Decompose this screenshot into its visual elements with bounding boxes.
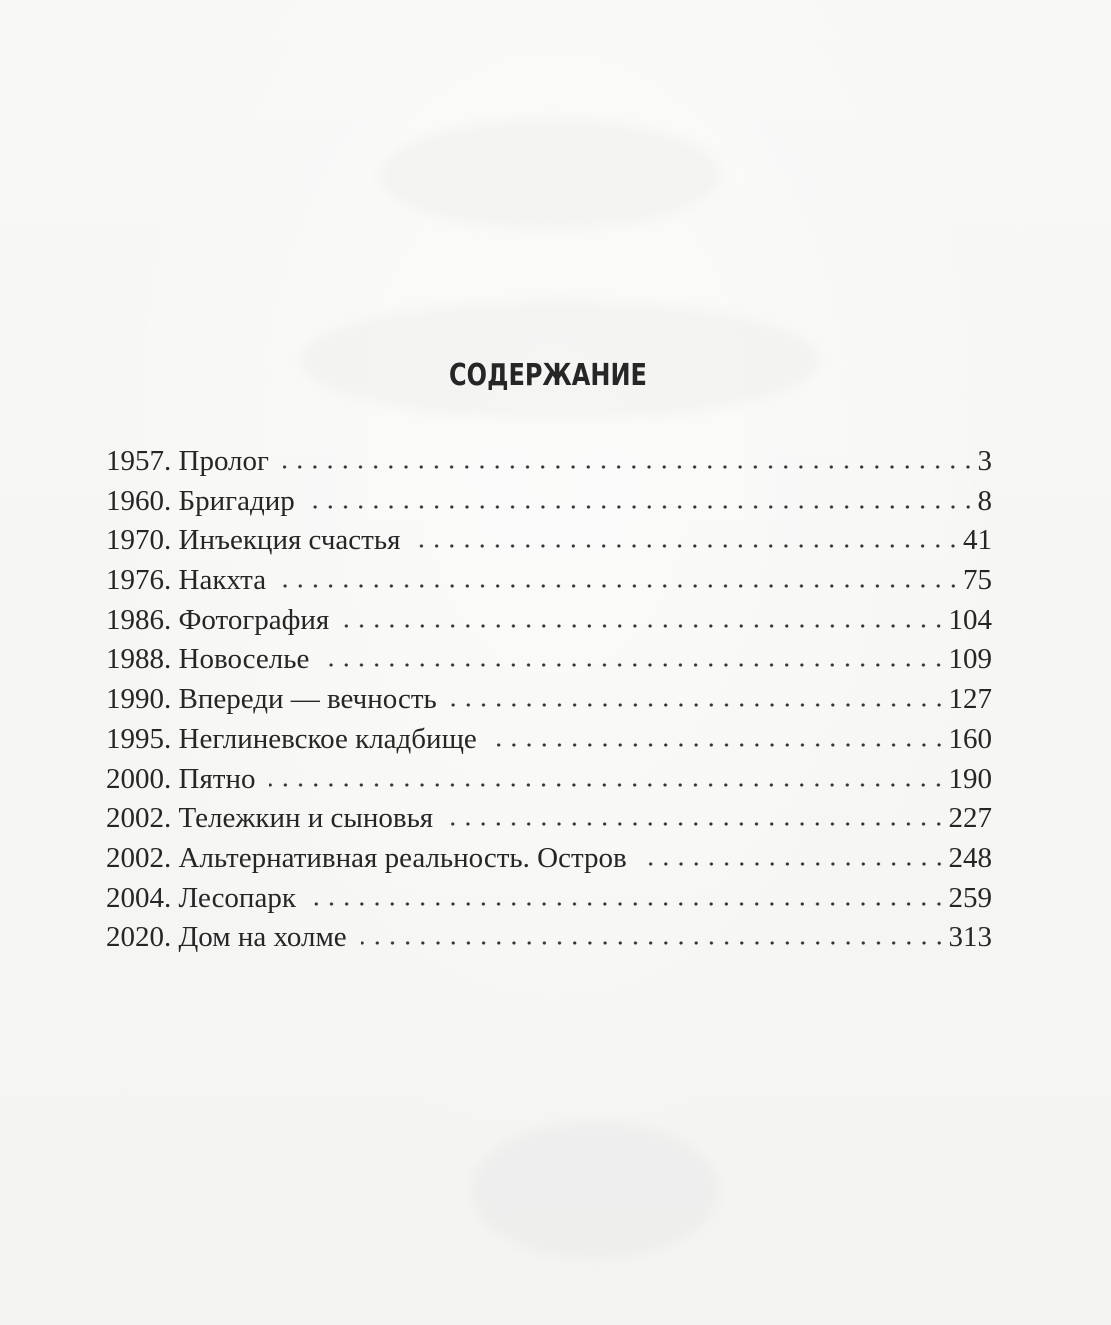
toc-page-number: 248	[948, 841, 992, 874]
dot-leader	[323, 663, 946, 667]
toc-page-number: 313	[948, 921, 992, 954]
dot-leader	[641, 862, 947, 866]
toc-entry	[106, 640, 992, 680]
toc-entry-title: 1970. Инъекция счастья	[106, 524, 401, 557]
toc-entry	[106, 879, 992, 919]
toc-page-number: 75	[963, 564, 992, 597]
toc-entry	[106, 601, 992, 641]
dot-leader	[343, 624, 946, 628]
toc-entry	[106, 918, 992, 958]
dot-leader	[283, 465, 976, 469]
dot-leader	[309, 505, 976, 509]
toc-entry	[106, 482, 992, 522]
dot-leader	[447, 822, 946, 826]
toc-page-number: 259	[948, 881, 992, 914]
dot-leader	[310, 902, 947, 906]
dot-leader	[491, 743, 947, 747]
toc-entry-title: 1995. Неглиневское кладбище	[106, 722, 477, 755]
toc-entry	[106, 680, 992, 720]
toc-page-number: 41	[963, 524, 992, 557]
page-title: СОДЕРЖАНИЕ	[449, 358, 647, 393]
toc-entry-title: 1976. Накхта	[106, 564, 267, 597]
toc-entry	[106, 521, 992, 561]
toc-entry-title: 2020. Дом на холме	[106, 921, 347, 954]
toc-page-number: 127	[948, 683, 992, 716]
toc-entry-title: 1988. Новоселье	[106, 643, 310, 676]
table-of-contents	[106, 442, 992, 958]
toc-page-number: 8	[977, 484, 992, 517]
paper-texture	[470, 1120, 720, 1260]
toc-entry-title: 2002. Альтернативная реальность. Остров	[106, 841, 627, 874]
paper-texture	[380, 120, 720, 230]
toc-entry	[106, 720, 992, 760]
toc-entry	[106, 442, 992, 482]
toc-entry-title: 2002. Тележкин и сыновья	[106, 802, 434, 835]
dot-leader	[280, 584, 961, 588]
toc-page-number: 104	[948, 603, 992, 636]
toc-page-number: 227	[948, 802, 992, 835]
toc-entry-title: 2004. Лесопарк	[106, 881, 296, 914]
toc-entry	[106, 561, 992, 601]
toc-entry	[106, 760, 992, 800]
dot-leader	[361, 941, 947, 945]
toc-page-number: 3	[977, 445, 992, 477]
dot-leader	[451, 703, 947, 707]
toc-entry-title: 1957. Пролог	[106, 445, 269, 477]
toc-entry-title: 2000. Пятно	[106, 762, 256, 795]
toc-entry-title: 1990. Впереди — вечность	[106, 683, 437, 716]
toc-entry	[106, 839, 992, 879]
toc-page-number: 109	[948, 643, 992, 676]
toc-entry-title: 1960. Бригадир	[106, 484, 295, 517]
toc-entry	[106, 799, 992, 839]
toc-page-number: 160	[948, 722, 992, 755]
toc-entry-title: 1986. Фотография	[106, 603, 330, 636]
toc-page-number: 190	[948, 762, 992, 795]
dot-leader	[269, 783, 946, 787]
dot-leader	[414, 544, 961, 548]
